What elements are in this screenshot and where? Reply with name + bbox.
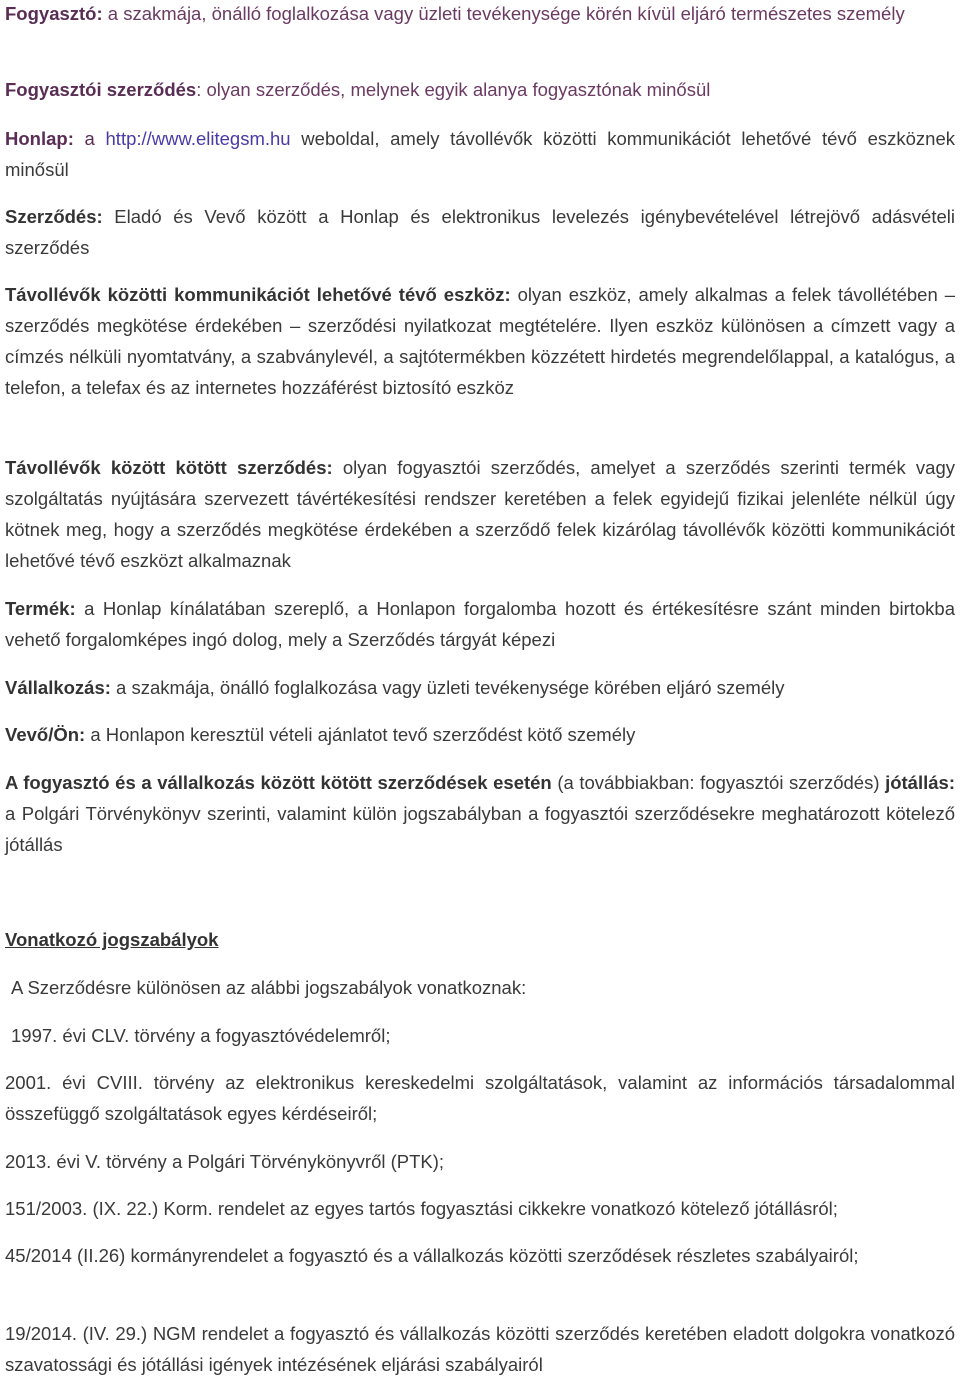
term-label: A fogyasztó és a vállalkozás között kötött szerződések esetén: [5, 772, 552, 793]
term-label: Szerződés:: [5, 206, 103, 227]
term-label: Termék:: [5, 598, 76, 619]
definition-mid: (a továbbiakban: fogyasztói szerződés): [551, 772, 886, 793]
law-item: 151/2003. (IX. 22.) Korm. rendelet az egyes tartós fogyasztási cikkekre vonatkozó kötelező jótállásról;: [5, 1198, 838, 1219]
law-item: 19/2014. (IV. 29.) NGM rendelet a fogyasztó és vállalkozás közötti szerződés keretében eladott dolgokra vonatkozó szavatossági és jótállási igények intézésének eljárási szabályairól: [5, 1323, 955, 1375]
law-item: 2001. évi CVIII. törvény az elektronikus kereskedelmi szolgáltatások, valamint az információs társadalommal összefüggő szolgáltatások egyes kérdéseiről;: [5, 1072, 955, 1124]
definition-vevo: [5, 719, 955, 750]
definition-text: olyan eszköz, amely alkalmas a felek távollétében – szerződés megkötése érdekében – szerződési nyilatkozat megtételére. Ilyen eszköz különösen a címzett vagy a címzés nélküli nyomtatvány, a szabványlevél, a sajtótermékben közzétett hirdetés megrendelőlappal, a katalógus, a telefon, a telefax és az internetes hozzáférést biztosító eszköz: [5, 284, 956, 398]
law-item: 2013. évi V. törvény a Polgári Törvénykönyvről (PTK);: [5, 1151, 445, 1172]
definition-termek: [5, 593, 955, 655]
definition-fogyasztoi-szerzodes: [5, 74, 955, 105]
definition-text: a Honlap kínálatában szereplő, a Honlapon forgalomba hozott és értékesítésre szánt minden birtokba vehető forgalomképes ingó dolog, mely a Szerződés tárgyát képezi: [5, 598, 955, 650]
website-link[interactable]: http://www.elitegsm.hu: [105, 128, 291, 149]
definition-jotallas: [5, 767, 955, 860]
term-label: Vállalkozás:: [5, 677, 111, 698]
definition-text: a Honlapon keresztül vételi ajánlatot tevő szerződést kötő személy: [85, 724, 636, 745]
term-label: Honlap:: [5, 128, 74, 149]
laws-intro: A Szerződésre különösen az alábbi jogszabályok vonatkoznak:: [11, 977, 527, 998]
term-label: Távollévők közötti kommunikációt lehetővé tévő eszköz:: [5, 284, 511, 305]
definition-text: olyan fogyasztói szerződés, amelyet a szerződés szerinti termék vagy szolgáltatás nyújtására szervezett távértékesítési rendszer keretében a felek egyidejű fizikai jelenléte nélkül úgy kötnek meg, hogy a szerződés megkötése érdekében a szerződő felek kizárólag távollévők közötti kommunikációt lehetővé tévő eszközt alkalmaznak: [5, 457, 955, 571]
definition-text: Eladó és Vevő között a Honlap és elektronikus levelezés igénybevételével létrejövő adásvételi szerződés: [5, 206, 955, 258]
definition-text: a szakmája, önálló foglalkozása vagy üzleti tevékenysége körében eljáró személy: [110, 677, 785, 698]
section-heading: Vonatkozó jogszabályok: [5, 929, 219, 950]
definition-text: : olyan szerződés, melynek egyik alanya fogyasztónak minősül: [196, 79, 711, 100]
definition-fogyaszto: [5, 0, 955, 29]
term-label: Távollévők között kötött szerződés:: [5, 457, 333, 478]
definition-tavollevok-eszkoz: [5, 279, 955, 403]
definition-text: weboldal, amely távollévők közötti kommunikációt lehetővé tévő eszköznek minősül: [5, 128, 955, 180]
term-label: Vevő/Ön:: [5, 724, 86, 745]
definition-honlap: [5, 123, 955, 185]
term-label-2: jótállás:: [885, 772, 955, 793]
definition-vallalkozas: [5, 672, 955, 703]
law-item: 1997. évi CLV. törvény a fogyasztóvédelemről;: [11, 1025, 391, 1046]
definition-pre: a: [73, 128, 106, 149]
definition-tavollevok-szerzodes: [5, 452, 955, 576]
term-label: Fogyasztói szerződés: [5, 79, 197, 100]
definition-szerzodes: [5, 201, 955, 263]
definition-text: a szakmája, önálló foglalkozása vagy üzleti tevékenysége körén kívül eljáró természetes személy: [102, 3, 905, 24]
term-label: Fogyasztó:: [5, 3, 103, 24]
definition-text: a Polgári Törvénykönyv szerinti, valamint külön jogszabályban a fogyasztói szerződésekre meghatározott kötelező jótállás: [5, 803, 955, 855]
law-item: 45/2014 (II.26) kormányrendelet a fogyasztó és a vállalkozás közötti szerződések részletes szabályairól;: [5, 1245, 859, 1266]
